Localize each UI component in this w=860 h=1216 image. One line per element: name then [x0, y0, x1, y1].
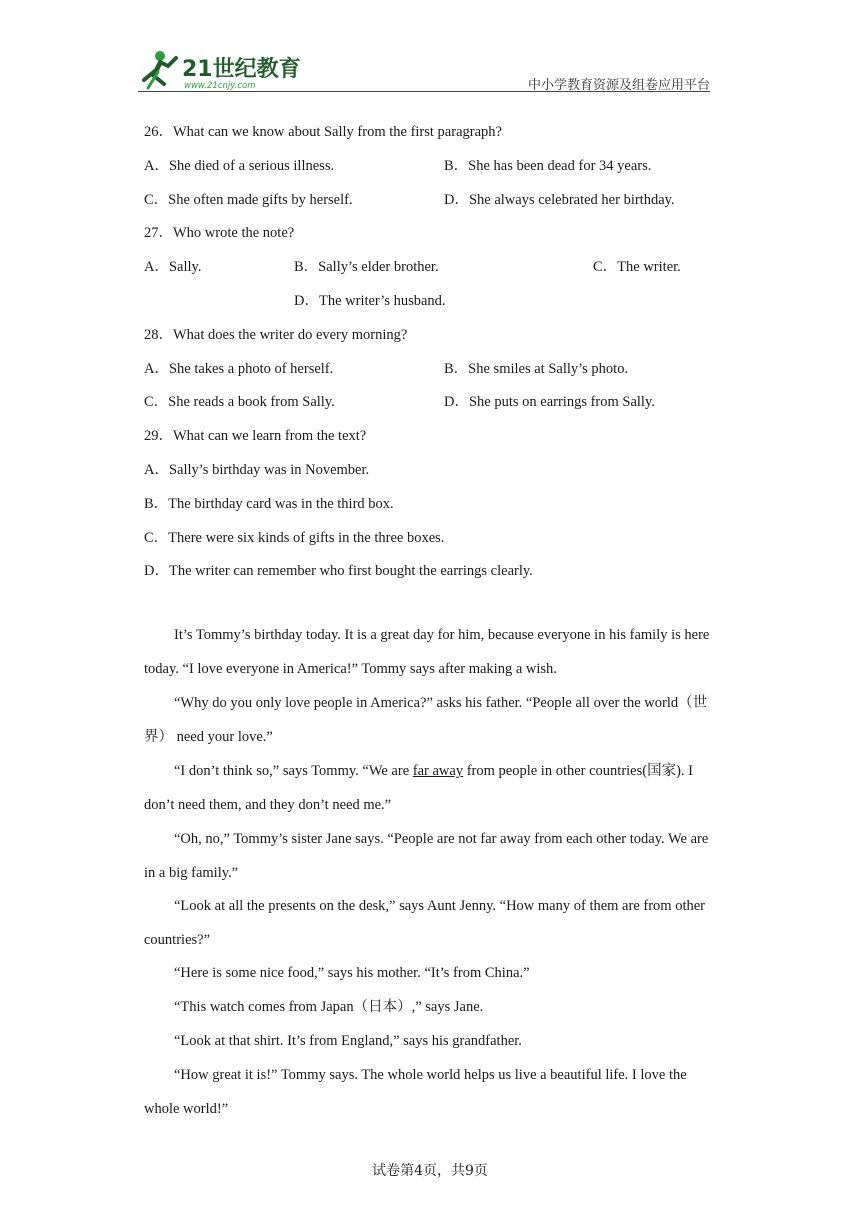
- question-29-stem: 29．What can we learn from the text?: [144, 428, 367, 444]
- question-26-stem: 26．What can we know about Sally from the first paragraph?: [144, 124, 502, 140]
- question-26-option-d: D．She always celebrated her birthday.: [444, 192, 675, 208]
- question-27-option-d: D．The writer’s husband.: [294, 293, 446, 309]
- passage-paragraph-8: “Look at that shirt. It’s from England,” says his grandfather.: [174, 1033, 522, 1049]
- passage-paragraph-6: “Here is some nice food,” says his mother. “It’s from China.”: [174, 965, 530, 981]
- passage-paragraph-2: “Why do you only love people in America?” asks his father. “People all over the world（世界） need your love.”: [144, 695, 708, 745]
- header-divider: [138, 91, 710, 92]
- passage-paragraph-9: “How great it is!” Tommy says. The whole world helps us live a beautiful life. I love the whole world!”: [144, 1067, 687, 1117]
- page-header: [138, 44, 710, 94]
- question-29-option-b: B．The birthday card was in the third box.: [144, 496, 394, 512]
- question-28-stem: 28．What does the writer do every morning?: [144, 327, 408, 343]
- paragraph-3-text-start: “I don’t think so,” says Tommy. “We are: [174, 763, 413, 779]
- underlined-phrase: far away: [412, 763, 464, 779]
- question-26-option-c: C．She often made gifts by herself.: [144, 192, 353, 208]
- question-28-option-d: D．She puts on earrings from Sally.: [444, 394, 655, 410]
- running-figure-icon: [144, 51, 176, 88]
- question-29-option-c: C．There were six kinds of gifts in the three boxes.: [144, 530, 445, 546]
- logo: [138, 44, 308, 92]
- question-26-option-a: A．She died of a serious illness.: [144, 158, 335, 174]
- question-26-option-b: B．She has been dead for 34 years.: [444, 158, 652, 174]
- passage-paragraph-1: It’s Tommy’s birthday today. It is a great day for him, because everyone in his family is here today. “I love everyone in America!” Tommy says after making a wish.: [144, 627, 710, 677]
- question-27-option-c: C．The writer.: [593, 259, 681, 275]
- logo-text: 21世纪教育: [182, 57, 301, 82]
- question-28-option-b: B．She smiles at Sally’s photo.: [444, 361, 629, 377]
- platform-name: 中小学教育资源及组卷应用平台: [527, 78, 710, 93]
- passage-paragraph-5: “Look at all the presents on the desk,” says Aunt Jenny. “How many of them are from other countries?”: [144, 898, 705, 948]
- logo-url: www.21cnjy.com: [184, 81, 256, 91]
- question-27-option-a: A．Sally.: [144, 259, 202, 275]
- question-27-stem: 27．Who wrote the note?: [144, 225, 295, 241]
- question-28-option-a: A．She takes a photo of herself.: [144, 361, 334, 377]
- question-27-option-b: B．Sally’s elder brother.: [294, 259, 439, 275]
- question-29-option-a: A．Sally’s birthday was in November.: [144, 462, 370, 478]
- page-number-footer: 试卷第4页，共9页: [372, 1163, 488, 1179]
- passage-paragraph-7: “This watch comes from Japan（日本）,” says Jane.: [174, 999, 484, 1015]
- question-28-option-c: C．She reads a book from Sally.: [144, 394, 335, 410]
- passage-paragraph-3: [144, 754, 714, 822]
- question-29-option-d: D．The writer can remember who first bought the earrings clearly.: [144, 563, 533, 579]
- passage-paragraph-4: “Oh, no,” Tommy’s sister Jane says. “People are not far away from each other today. We are in a big family.”: [144, 831, 709, 881]
- paragraph-3-text-end: from people in other countries(国家). I don’t need them, and they don’t need me.”: [144, 763, 693, 813]
